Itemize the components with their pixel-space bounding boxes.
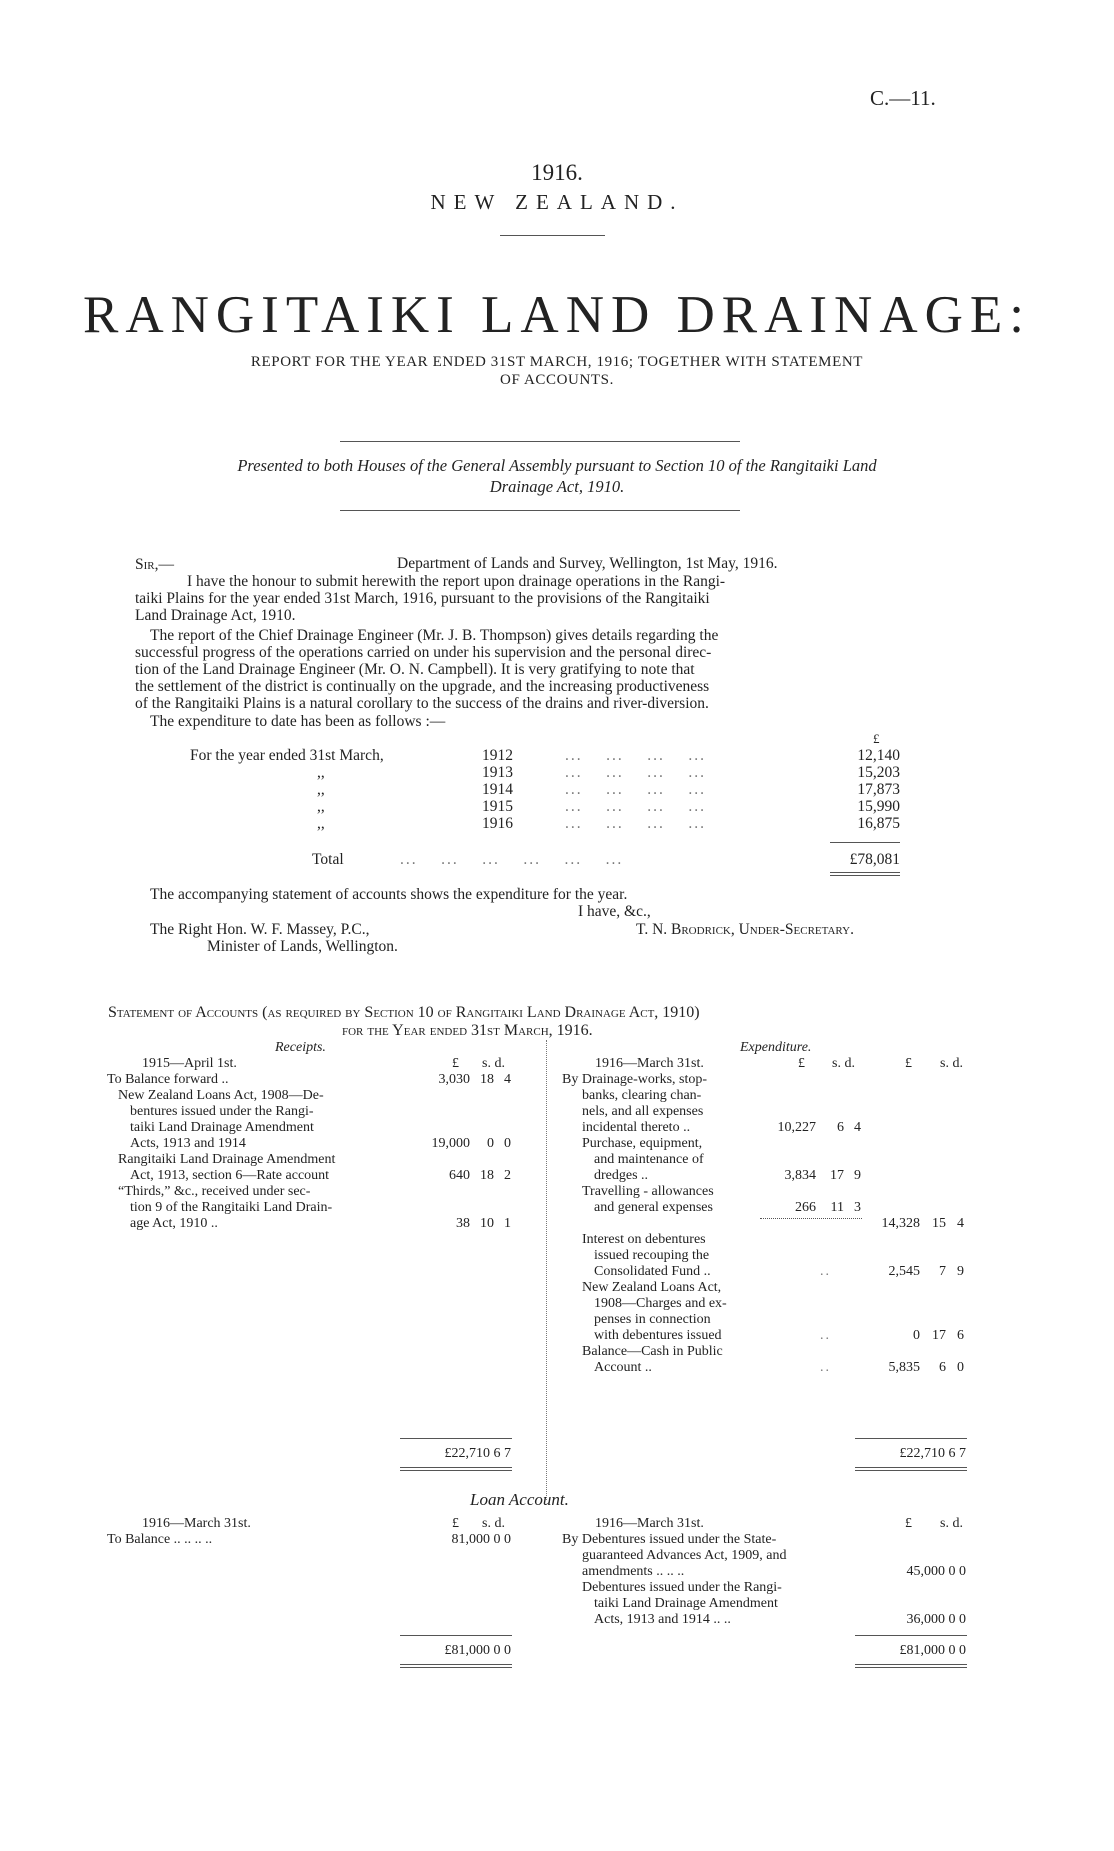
receipt-pence: 1 — [504, 1216, 511, 1231]
expenditure-subtotal-pence: 4 — [957, 1216, 964, 1231]
statement-title-cont: for the Year ended 31st March, 1916. — [342, 1022, 593, 1039]
ditto-mark: ,, — [317, 798, 325, 815]
expenditure-label: For the year ended 31st March, — [190, 747, 384, 764]
expenditure-shillings: 6 — [939, 1360, 946, 1375]
expenditure-line: Purchase, equipment, — [582, 1136, 703, 1151]
expenditure-line: New Zealand Loans Act, — [582, 1280, 722, 1295]
paragraph-line: of the Rangitaiki Plains is a natural corollary to the success of the drains and river-diversion. — [135, 695, 709, 712]
paragraph-line: I have the honour to submit herewith the report upon drainage operations in the Rangi- — [187, 573, 726, 590]
receipt-line: tion 9 of the Rangitaiki Land Drain- — [130, 1200, 333, 1215]
receipt-pence: 2 — [504, 1168, 511, 1183]
loan-right-line: Acts, 1913 and 1914 .. .. — [594, 1612, 731, 1627]
loan-account-heading: Loan Account. — [470, 1490, 569, 1509]
expenditure-pounds: 10,227 — [777, 1120, 816, 1135]
expenditure-year: 1916 — [482, 815, 513, 832]
receipt-shillings: 18 — [480, 1168, 494, 1183]
expenditure-line: Consolidated Fund .. — [594, 1264, 711, 1279]
addressee: Minister of Lands, Wellington. — [207, 938, 398, 955]
receipt-pounds: 3,030 — [438, 1072, 470, 1087]
column-header-sd: s. d. — [940, 1056, 963, 1071]
divider — [340, 441, 740, 442]
report-subtitle: REPORT FOR THE YEAR ENDED 31ST MARCH, 1916; TOGETHER WITH STATEMENT — [250, 354, 864, 370]
expenditure-amount: 12,140 — [857, 747, 900, 764]
receipt-line: “Thirds,” &c., received under sec- — [118, 1184, 311, 1199]
expenditure-shillings: 11 — [830, 1200, 844, 1215]
expenditure-line: and maintenance of — [594, 1152, 704, 1167]
column-divider — [546, 1040, 547, 1500]
ditto-mark: ,, — [317, 781, 325, 798]
leader-dots: .. — [820, 1328, 831, 1343]
loan-left-line: To Balance .. .. .. .. — [107, 1532, 213, 1547]
leader-dots: ... ... ... ... — [565, 781, 706, 798]
column-header-pound: £ — [905, 1516, 912, 1531]
expenditure-line: By Drainage-works, stop- — [562, 1072, 708, 1087]
expenditure-total: £22,710 6 7 — [899, 1446, 966, 1461]
expenditure-line: issued recouping the — [594, 1248, 710, 1263]
expenditure-year: 1913 — [482, 764, 513, 781]
loan-right-line: amendments .. .. .. — [582, 1564, 685, 1579]
expenditure-shillings: 6 — [837, 1120, 844, 1135]
loan-right-line: Debentures issued under the Rangi- — [582, 1580, 782, 1595]
expenditure-pence: 9 — [854, 1168, 861, 1183]
expenditure-pounds: 2,545 — [888, 1264, 920, 1279]
sum-rule — [855, 1438, 967, 1439]
expenditure-pounds: 266 — [795, 1200, 816, 1215]
expenditure-year: 1914 — [482, 781, 513, 798]
expenditure-shillings: 17 — [830, 1168, 844, 1183]
double-rule — [400, 1667, 512, 1668]
double-rule — [830, 872, 900, 873]
expenditure-shillings: 7 — [939, 1264, 946, 1279]
expenditure-line: and general expenses — [594, 1200, 713, 1215]
letter-address: Department of Lands and Survey, Wellington, 1st May, 1916. — [397, 555, 778, 572]
paragraph-line: The expenditure to date has been as follows :— — [150, 713, 446, 730]
receipt-pounds: 640 — [449, 1168, 470, 1183]
country-heading: NEW ZEALAND. — [430, 190, 684, 214]
report-year: 1916. — [531, 160, 583, 185]
expenditure-year: 1915 — [482, 798, 513, 815]
divider — [340, 510, 740, 511]
sum-rule — [400, 1635, 512, 1636]
report-title: RANGITAIKI LAND DRAINAGE: — [83, 286, 1031, 344]
expenditure-shillings: 17 — [932, 1328, 946, 1343]
closing: I have, &c., — [578, 903, 651, 920]
receipt-line: To Balance forward .. — [107, 1072, 229, 1087]
salutation: Sir,— — [135, 556, 174, 573]
expenditure-pounds: 5,835 — [888, 1360, 920, 1375]
paragraph-line: taiki Plains for the year ended 31st March, 1916, pursuant to the provisions of the Rangitaiki — [135, 590, 710, 607]
loan-left-total: £81,000 0 0 — [444, 1643, 511, 1658]
expenditure-pence: 0 — [957, 1360, 964, 1375]
paragraph-line: Land Drainage Act, 1910. — [135, 607, 296, 624]
expenditure-line: dredges .. — [594, 1168, 649, 1183]
paragraph-line: The accompanying statement of accounts shows the expenditure for the year. — [150, 886, 628, 903]
expenditure-subtotal-shillings: 15 — [932, 1216, 946, 1231]
expenditure-line: Account .. — [594, 1360, 652, 1375]
expenditure-pence: 9 — [957, 1264, 964, 1279]
paper-reference: C.—11. — [870, 86, 936, 110]
expenditure-year: 1912 — [482, 747, 513, 764]
expenditure-line: with debentures issued — [594, 1328, 722, 1343]
total-amount: £78,081 — [849, 851, 900, 868]
double-rule — [855, 1664, 967, 1665]
total-label: Total — [312, 851, 344, 868]
receipts-date: 1915—April 1st. — [142, 1056, 237, 1071]
ditto-mark: ,, — [317, 815, 325, 832]
expenditure-date: 1916—March 31st. — [595, 1056, 704, 1071]
currency-heading: £ — [873, 731, 880, 746]
presentation-note: Presented to both Houses of the General Assembly pursuant to Section 10 of the Rangitaiki Land — [237, 456, 877, 475]
receipt-shillings: 10 — [480, 1216, 494, 1231]
loan-left-date: 1916—March 31st. — [142, 1516, 251, 1531]
receipt-line: taiki Land Drainage Amendment — [130, 1120, 314, 1135]
column-header-pound: £ — [452, 1056, 459, 1071]
loan-right-total: £81,000 0 0 — [899, 1643, 966, 1658]
expenditure-line: 1908—Charges and ex- — [594, 1296, 727, 1311]
paragraph-line: The report of the Chief Drainage Engineer (Mr. J. B. Thompson) gives details regarding the — [150, 627, 719, 644]
expenditure-line: Balance—Cash in Public — [582, 1344, 723, 1359]
leader-dots: ... ... ... ... — [565, 764, 706, 781]
expenditure-pounds: 0 — [913, 1328, 920, 1343]
sum-rule — [830, 842, 900, 843]
loan-right-amount: 36,000 0 0 — [906, 1612, 966, 1627]
loan-right-date: 1916—March 31st. — [595, 1516, 704, 1531]
report-subtitle-cont: OF ACCOUNTS. — [500, 372, 614, 388]
double-rule — [400, 1467, 512, 1468]
expenditure-amount: 16,875 — [857, 815, 900, 832]
receipt-pounds: 38 — [456, 1216, 470, 1231]
double-rule — [855, 1470, 967, 1471]
leader-dots: .. — [820, 1264, 831, 1279]
presentation-note-cont: Drainage Act, 1910. — [489, 477, 625, 496]
paragraph-line: the settlement of the district is continually on the upgrade, and the increasing productiveness — [135, 678, 710, 695]
leader-dots: ... ... ... ... — [565, 798, 706, 815]
sum-rule — [855, 1635, 967, 1636]
expenditure-line: penses in connection — [594, 1312, 711, 1327]
paragraph-line: successful progress of the operations carried on under his supervision and the personal direc- — [135, 644, 712, 661]
expenditure-line: incidental thereto .. — [582, 1120, 691, 1135]
expenditure-pence: 4 — [854, 1120, 861, 1135]
expenditure-amount: 15,203 — [857, 764, 900, 781]
expenditure-line: Interest on debentures — [582, 1232, 706, 1247]
column-header-pound: £ — [905, 1056, 912, 1071]
paragraph-line: tion of the Land Drainage Engineer (Mr. O. N. Campbell). It is very gratifying to note that — [135, 661, 695, 678]
double-rule — [855, 1467, 967, 1468]
expenditure-line: banks, clearing chan- — [582, 1088, 702, 1103]
column-header-sd: s. d. — [832, 1056, 855, 1071]
loan-left-amount: 81,000 0 0 — [451, 1532, 511, 1547]
signatory: T. N. Brodrick, Under-Secretary. — [636, 921, 854, 938]
expenditure-subtotal-pounds: 14,328 — [881, 1216, 920, 1231]
column-header-sd: s. d. — [482, 1516, 505, 1531]
receipts-total: £22,710 6 7 — [444, 1446, 511, 1461]
double-rule — [400, 1664, 512, 1665]
loan-right-line: By Debentures issued under the State- — [562, 1532, 777, 1547]
addressee: The Right Hon. W. F. Massey, P.C., — [150, 921, 370, 938]
expenditure-line: Travelling - allowances — [582, 1184, 714, 1199]
receipt-line: age Act, 1910 .. — [130, 1216, 218, 1231]
receipt-pounds: 19,000 — [431, 1136, 470, 1151]
sum-rule — [760, 1218, 862, 1219]
leader-dots: ... ... ... ... ... ... — [400, 851, 624, 868]
loan-right-line: taiki Land Drainage Amendment — [594, 1596, 778, 1611]
receipt-shillings: 0 — [487, 1136, 494, 1151]
expenditure-pounds: 3,834 — [784, 1168, 816, 1183]
expenditure-pence: 6 — [957, 1328, 964, 1343]
receipt-shillings: 18 — [480, 1072, 494, 1087]
sum-rule — [400, 1438, 512, 1439]
expenditure-amount: 15,990 — [857, 798, 900, 815]
receipt-line: Act, 1913, section 6—Rate account — [130, 1168, 330, 1183]
divider — [500, 235, 605, 236]
column-header-sd: s. d. — [482, 1056, 505, 1071]
statement-title: Statement of Accounts (as required by Section 10 of Rangitaiki Land Drainage Act, 1910) — [108, 1004, 700, 1021]
receipt-pence: 4 — [504, 1072, 511, 1087]
loan-right-amount: 45,000 0 0 — [906, 1564, 966, 1579]
leader-dots: ... ... ... ... — [565, 815, 706, 832]
receipt-line: New Zealand Loans Act, 1908—De- — [118, 1088, 324, 1103]
double-rule — [830, 875, 900, 876]
receipt-line: Rangitaiki Land Drainage Amendment — [118, 1152, 336, 1167]
column-header-pound: £ — [798, 1056, 805, 1071]
receipt-pence: 0 — [504, 1136, 511, 1151]
double-rule — [400, 1470, 512, 1471]
ditto-mark: ,, — [317, 764, 325, 781]
expenditure-pence: 3 — [854, 1200, 861, 1215]
leader-dots: .. — [820, 1360, 831, 1375]
leader-dots: ... ... ... ... — [565, 747, 706, 764]
column-header-sd: s. d. — [940, 1516, 963, 1531]
expenditure-line: nels, and all expenses — [582, 1104, 704, 1119]
receipts-heading: Receipts. — [275, 1040, 326, 1055]
double-rule — [855, 1667, 967, 1668]
expenditure-heading: Expenditure. — [740, 1040, 812, 1055]
expenditure-amount: 17,873 — [857, 781, 900, 798]
receipt-line: bentures issued under the Rangi- — [130, 1104, 314, 1119]
column-header-pound: £ — [452, 1516, 459, 1531]
receipt-line: Acts, 1913 and 1914 — [130, 1136, 246, 1151]
loan-right-line: guaranteed Advances Act, 1909, and — [582, 1548, 787, 1563]
